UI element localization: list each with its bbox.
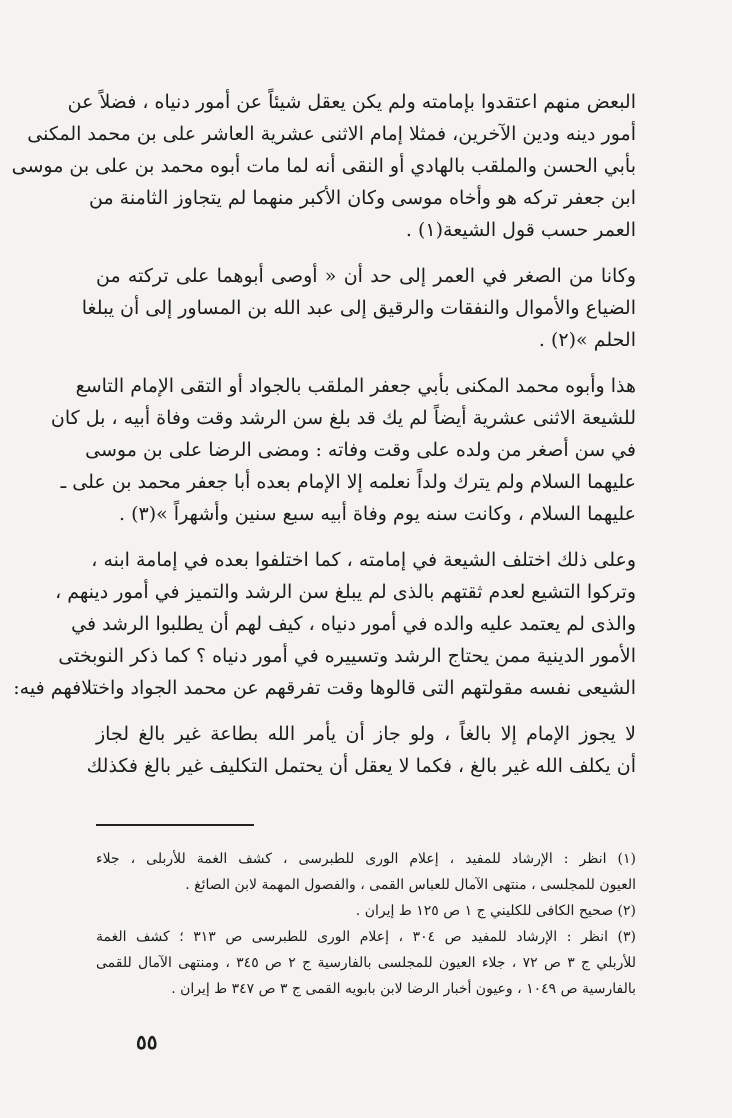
footnote-separator	[96, 824, 254, 826]
text-line: أن يكلف الله غير بالغ ، فكما لا يعقل أن يحتمل التكليف غير بالغ فكذلك	[86, 755, 636, 777]
text-line: ابن جعفر تركه هو وأخاه موسى وكان الأكبر منهما لم يتجاوز الثامنة من	[88, 187, 636, 209]
text-line: الأمور الدينية ممن يحتاج الرشد وتسييره في أمور دنياه ؟ كما ذكر النوبختى	[58, 645, 636, 667]
paragraph	[50, 370, 636, 530]
footnote-line: (١) انظر : الإرشاد للمفيد ، إعلام الورى للطبرسى ، كشف الغمة للأربلى ، جلاء	[96, 851, 636, 867]
text-line: البعض منهم اعتقدوا بإمامته ولم يكن يعقل شيئاً عن أمور دنياه ، فضلاً عن	[67, 91, 636, 113]
text-line: عليهما السلام ، وكانت سنه يوم وفاة أبيه سبع سنين وأشهراً »(٣) .	[119, 503, 636, 525]
footnote-line: العيون للمجلسى ، منتهى الآمال للعباس القمى ، والفصول المهمة لابن الصائغ .	[185, 877, 636, 893]
text-line: الحلم »(٢) .	[538, 329, 636, 351]
footnote-line: (٣) انظر : الإرشاد للمفيد ص ٣٠٤ ، إعلام الورى للطبرسى ص ٣١٣ ؛ كشف الغمة	[96, 929, 636, 945]
text-line: الضياع والأموال والنفقات والرقيق إلى عبد الله بن المساور إلى أن يبلغا	[81, 297, 636, 319]
footnote-line: (٢) صحيح الكافى للكليني ج ١ ص ١٢٥ ط إيران .	[355, 903, 636, 919]
paragraph	[86, 718, 636, 782]
text-line: للشيعة الاثنى عشرية أيضاً لم يك قد بلغ سن الرشد وقت وفاة أبيه ، بل كان	[50, 407, 636, 429]
text-line: هذا وأبوه محمد المكنى بأبي جعفر الملقب بالجواد أو التقى الإمام التاسع	[75, 375, 636, 397]
text-line: أمور دينه ودين الآخرين، فمثلا إمام الاثنى عشرية العاشر على بن محمد المكنى	[27, 123, 636, 145]
text-line: بأبي الحسن والملقب بالهادي أو النقى أنه لما مات أبوه محمد بن على بن موسى	[11, 155, 636, 177]
paragraph	[13, 544, 636, 704]
text-line: العمر حسب قول الشيعة(١) .	[405, 219, 636, 241]
text-line: في سن أصغر من ولده على وقت وفاته : ومضى الرضا على بن موسى	[85, 439, 636, 461]
text-line: الشيعى نفسه مقولتهم التى قالوها وقت تفرقهم عن محمد الجواد واختلافهم فيه:	[13, 677, 636, 699]
text-line: لا يجوز الإمام إلا بالغاً ، ولو جاز أن يأمر الله بطاعة غير بالغ لجاز	[96, 723, 636, 745]
paragraph	[81, 260, 636, 356]
footnote-line: بالفارسية ص ١٠٤٩ ، وعيون أخبار الرضا لابن بابويه القمى ج ٣ ص ٣٤٧ ط إيران .	[171, 981, 636, 997]
footnotes	[96, 846, 636, 1002]
text-line: والذى لم يعتمد عليه والده في أمور دنياه ، كيف لهم أن يطلبوا الرشد في	[71, 613, 636, 635]
body-text	[11, 86, 636, 782]
page-number: ٥٥	[136, 1030, 158, 1054]
text-line: وعلى ذلك اختلف الشيعة في إمامته ، كما اختلفوا بعده في إمامة ابنه ،	[91, 549, 636, 571]
paragraph	[11, 86, 636, 246]
text-line: عليهما السلام ولم يترك ولداً نعلمه إلا الإمام بعده أبا جعفر محمد بن على ـ	[60, 471, 636, 493]
text-line: وكانا من الصغر في العمر إلى حد أن « أوصى أبوهما على تركته من	[96, 265, 636, 287]
footnote-line: للأربلي ج ٣ ص ٧٢ ، جلاء العيون للمجلسى بالفارسية ج ٢ ص ٣٤٥ ، ومنتهى الآمال للقمى	[96, 955, 636, 971]
text-line: وتركوا التشيع لعدم ثقتهم بالذى لم يبلغ سن الرشد والتميز في أمور دينهم ،	[55, 581, 636, 603]
